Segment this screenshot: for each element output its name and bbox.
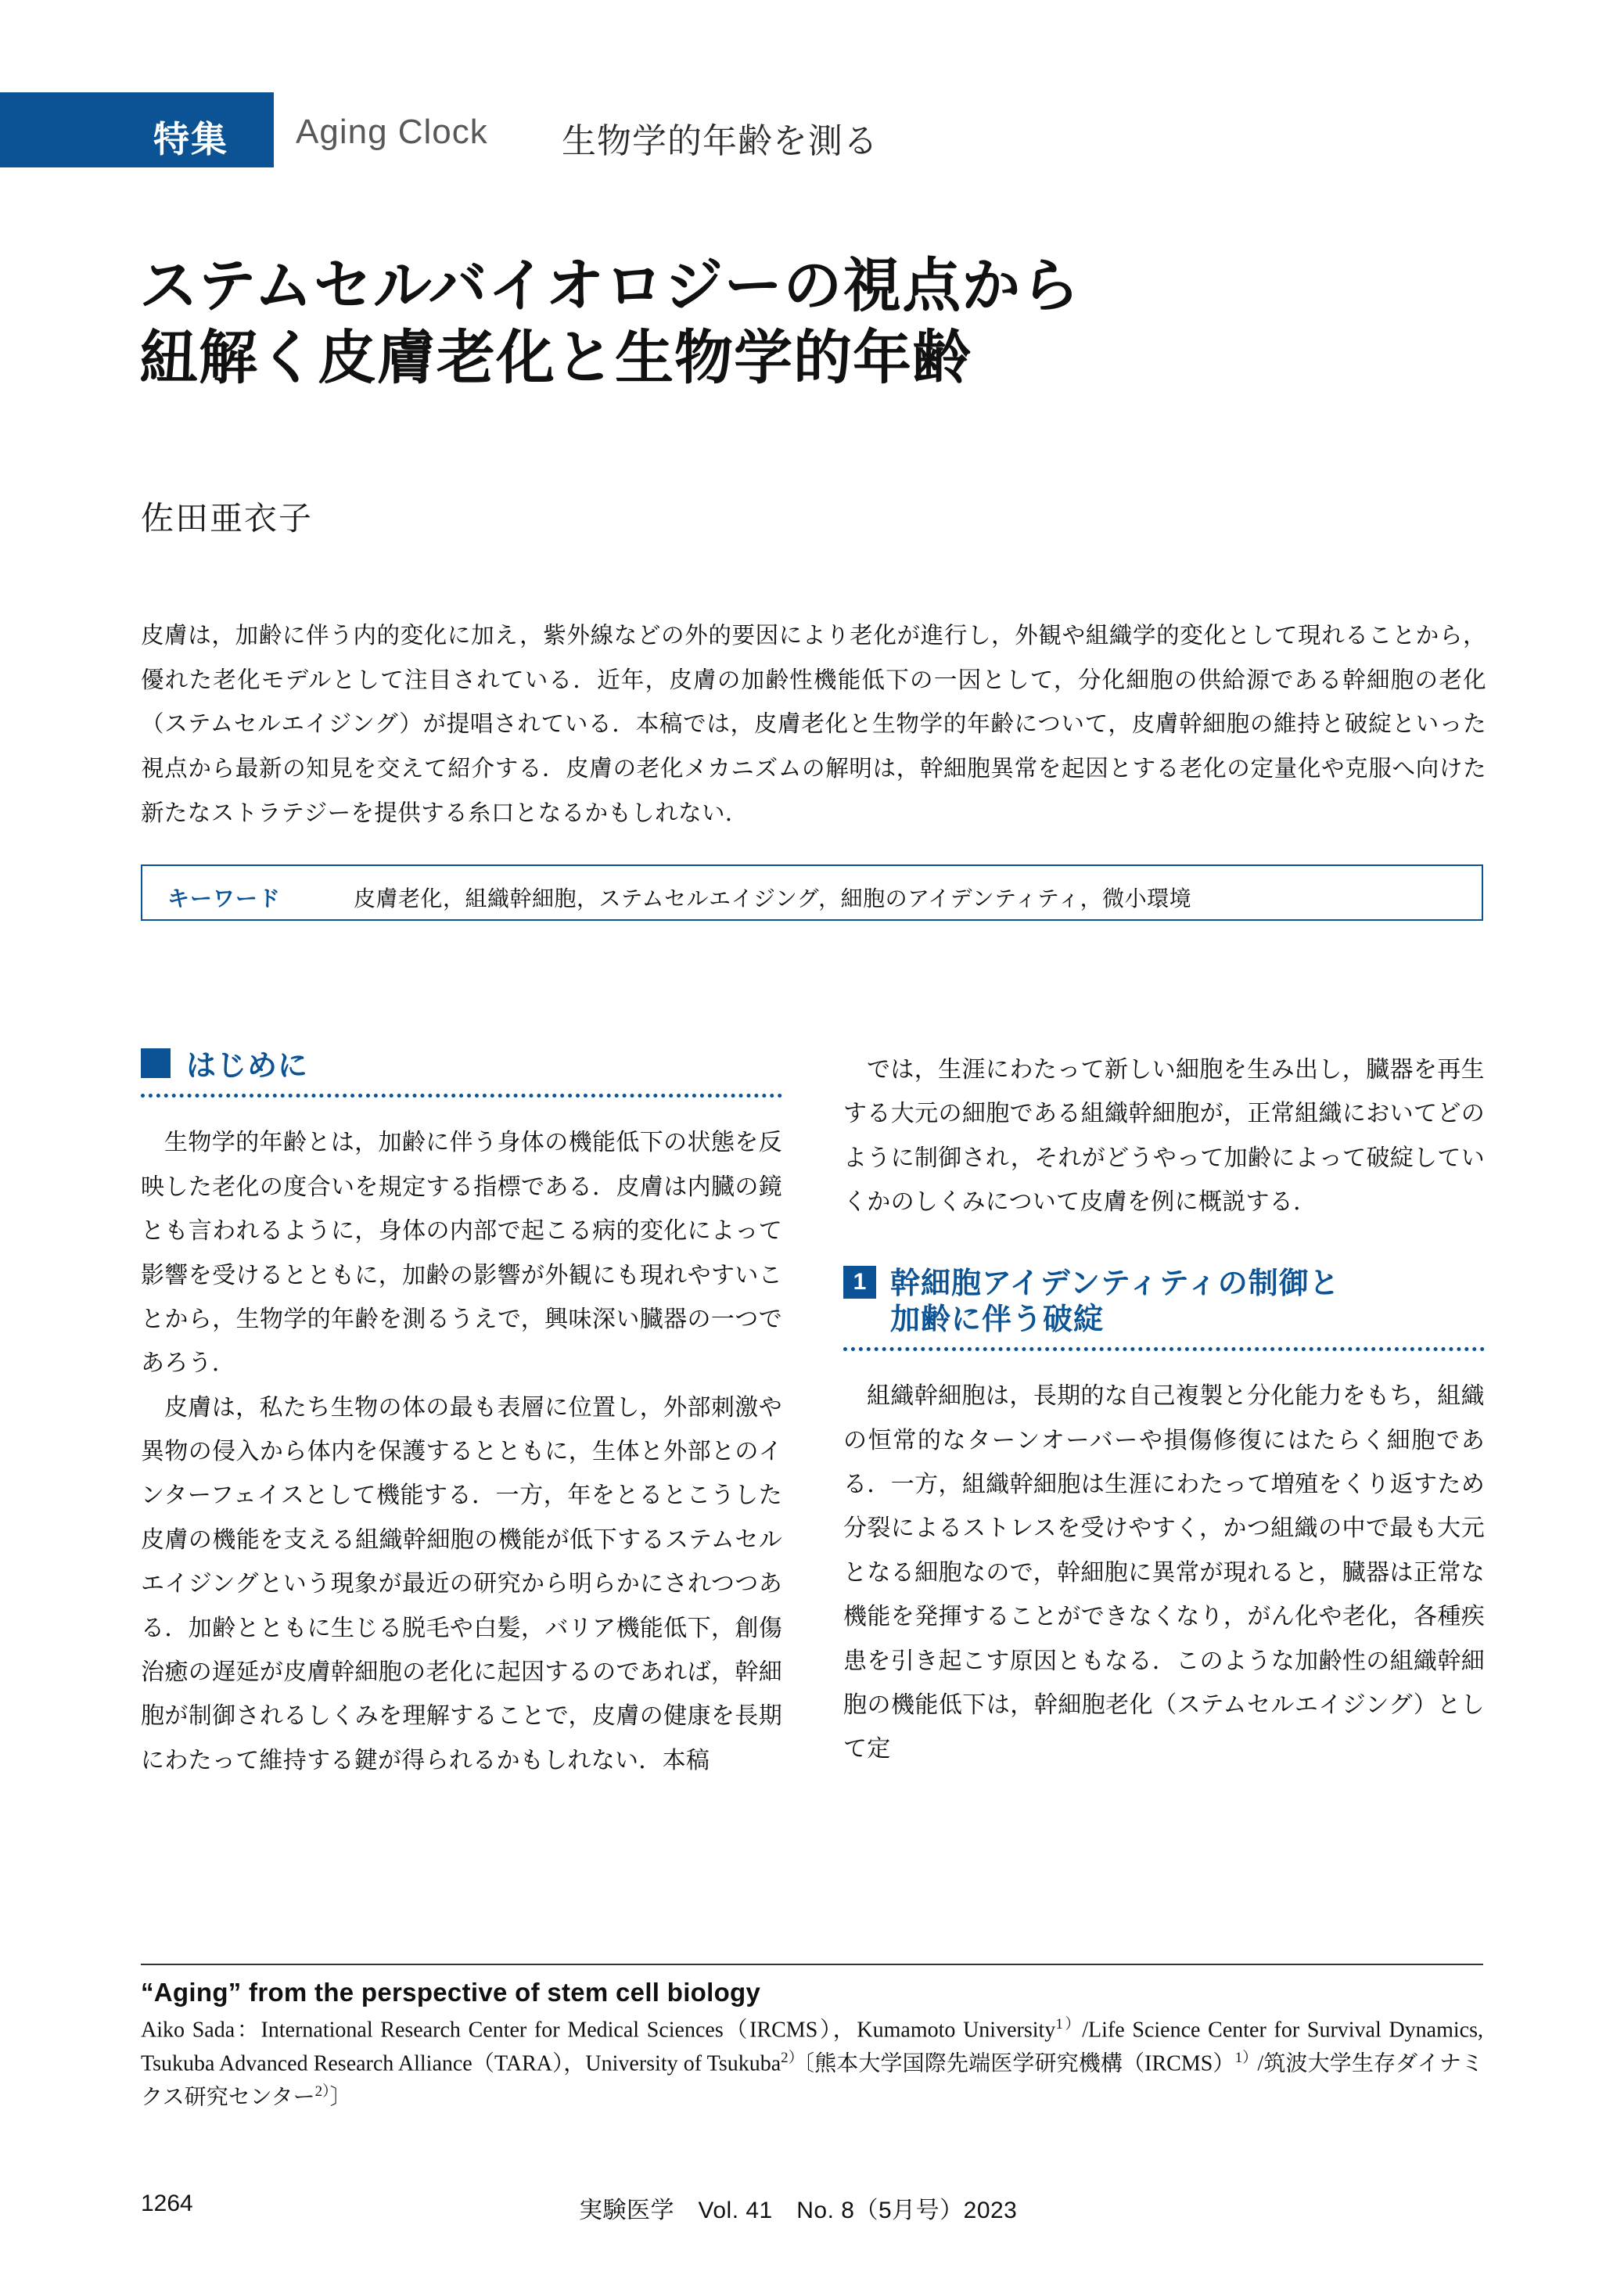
footnote-part-2: /Life Science Center for Survival Dynamics, Tsukuba Advanced Research Alliance（TARA），University of Tsukuba (141, 2018, 1483, 2076)
keywords-box (141, 864, 1483, 921)
page-title-line-1: ステムセルバイオロジーの視点から (139, 253, 1081, 318)
body-column-right (843, 1048, 1485, 1772)
section-heading-intro-label: はじめに (186, 1050, 309, 1083)
section-heading-1-line-1: 幹細胞アイデンティティの制御と (890, 1267, 1340, 1300)
feature-tag-block (0, 92, 274, 167)
footnote-part-5: 〕 (329, 2085, 352, 2110)
keywords-label: キーワード (167, 886, 282, 911)
article-header-band (0, 92, 1624, 167)
footnote-english-title: “Aging” from the perspective of stem cell biology (141, 1978, 761, 2007)
footnote-sup-1: 1） (1055, 2016, 1083, 2032)
section-divider-dotted (843, 1347, 1485, 1351)
paragraph: 皮膚は，私たち生物の体の最も表層に位置し，外部刺激や異物の侵入から体内を保護するとともに，生体と外部とのインターフェイスとして機能する．一方，年をとるとこうした皮膚の機能を支える組織幹細胞の機能が低下するステムセルエイジングという現象が最近の研究から明らかにされつつある．加齢とともに生じる脱毛や白髪，バリア機能低下，創傷治癒の遅延が皮膚幹細胞の老化に起因するのであれば，幹細胞が制御されるしくみを理解することで，皮膚の健康を長期にわたって維持する鍵が得られるかもしれない．本稿 (141, 1394, 782, 1774)
abstract-text: 皮膚は，加齢に伴う内的変化に加え，紫外線などの外的要因により老化が進行し，外観や組織学的変化として現れることから，優れた老化モデルとして注目されている．近年，皮膚の加齢性機能低下の一因として，分化細胞の供給源である幹細胞の老化（ステムセルエイジング）が提唱されている．本稿では，皮膚老化と生物学的年齢について，皮膚幹細胞の維持と破綻といった視点から最新の知見を交えて紹介する．皮膚の老化メカニズムの解明は，幹細胞異常を起因とする老化の定量化や克服へ向けた新たなストラテジーを提供する糸口となるかもしれない． (141, 623, 1486, 826)
paragraph: では，生涯にわたって新しい細胞を生み出し，臓器を再生する大元の細胞である組織幹細胞が，正常組織においてどのように制御され，それがどうやって加齢によって破綻していくかのしくみについて皮膚を例に概説する． (843, 1057, 1485, 1216)
section-heading-1-label (890, 1266, 1340, 1339)
footnote-part-4: /筑波大学生存ダイナミクス研究センター (141, 2051, 1483, 2110)
series-title-ja: 生物学的年齢を測る (562, 122, 878, 160)
footnote-part-1: Aiko Sada：International Research Center for Medical Sciences（IRCMS），Kumamoto University (141, 2018, 1056, 2043)
footnote-affiliation (141, 2014, 1483, 2115)
section-heading-1 (843, 1266, 1485, 1352)
section-heading-intro (141, 1048, 782, 1098)
page-title-line-2: 紐解く皮膚老化と生物学的年齢 (139, 324, 972, 390)
series-title-en: Aging Clock (296, 113, 488, 151)
footnote-sup-4: 2） (314, 2083, 330, 2100)
section-heading-1-line-2: 加齢に伴う破綻 (890, 1303, 1105, 1336)
square-bullet-icon (141, 1048, 171, 1078)
journal-citation: 実験医学 Vol. 41 No. 8（5月号）2023 (579, 2198, 1018, 2223)
paragraph: 組織幹細胞は，長期的な自己複製と分化能力をもち，組織の恒常的なターンオーバーや損傷修復にはたらく細胞である．一方，組織幹細胞は生涯にわたって増殖をくり返すため分裂によるストレスを受けやすく，かつ組織の中で最も大元となる細胞なので，幹細胞に異常が現れると，臓器は正常な機能を発揮することができなくなり，がん化や老化，各種疾患を引き起こす原因ともなる．このような加齢性の組織幹細胞の機能低下は，幹細胞老化（ステムセルエイジング）として定 (843, 1383, 1485, 1763)
footnote-block (141, 1978, 1483, 2115)
footnote-sup-2: 2） (781, 2049, 803, 2066)
paragraph: 生物学的年齢とは，加齢に伴う身体の機能低下の状態を反映した老化の度合いを規定する指標である．皮膚は内臓の鏡とも言われるように，身体の内部で起こる病的変化によって影響を受けるとともに，加齢の影響が外観にも現れやすいことから，生物学的年齢を測るうえで，興味深い臓器の一つであろう． (141, 1130, 782, 1377)
footnote-part-3: 〔熊本大学国際先端医学研究機構（IRCMS） (803, 2051, 1235, 2076)
footnote-divider (141, 1964, 1483, 1965)
section-number-badge: 1 (843, 1266, 876, 1299)
page-title (139, 250, 1500, 394)
footnote-sup-3: 1） (1234, 2049, 1258, 2066)
keywords-list: 皮膚老化，組織幹細胞，ステムセルエイジング，細胞のアイデンティティ，微小環境 (354, 886, 1192, 911)
feature-tag-label: 特集 (153, 119, 228, 160)
author-name: 佐田亜衣子 (141, 500, 314, 537)
body-column-left (141, 1048, 782, 1783)
section-divider-dotted (141, 1094, 782, 1098)
page-number: 1264 (141, 2191, 193, 2216)
